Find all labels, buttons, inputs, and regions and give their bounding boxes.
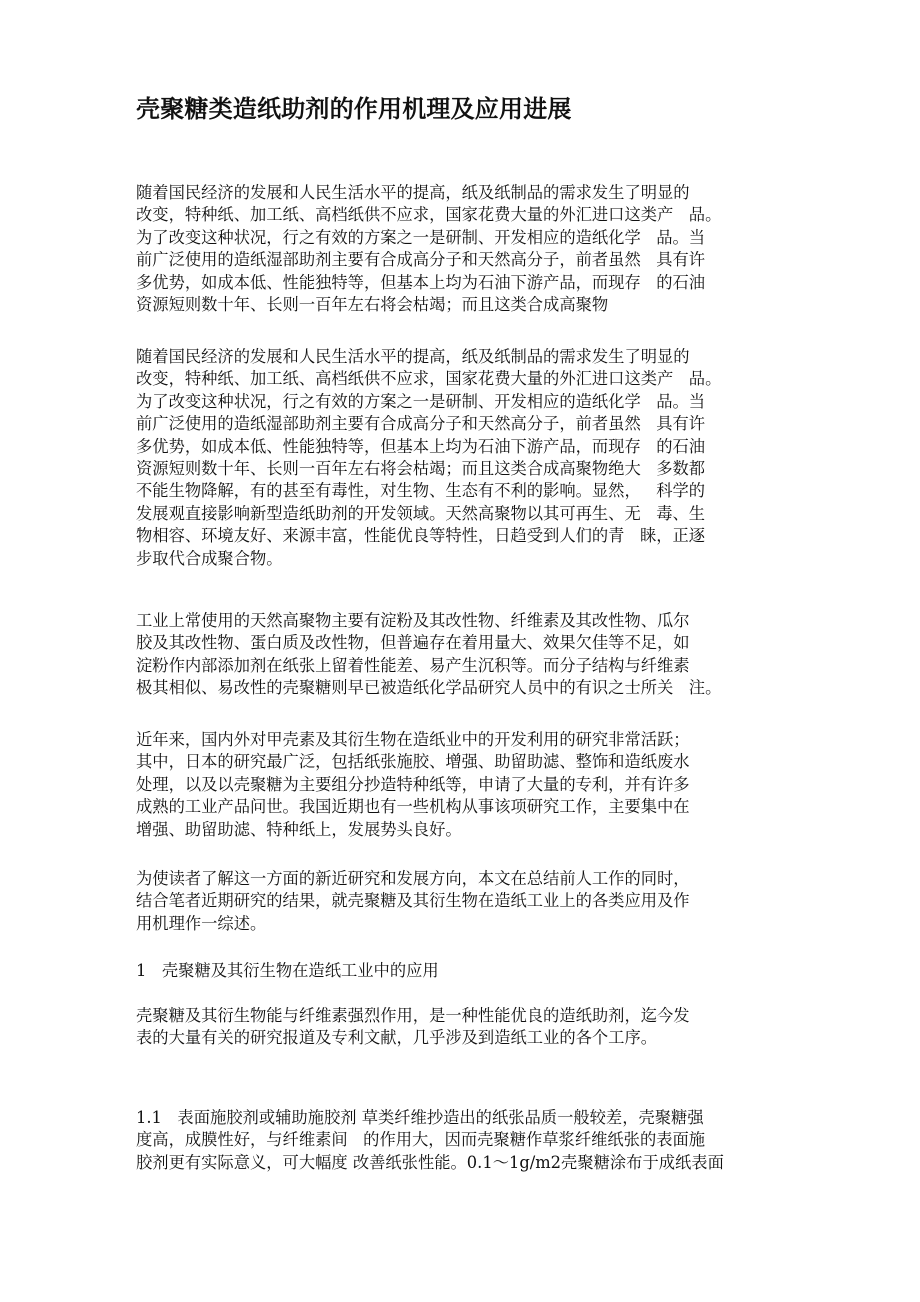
paragraph-line: 前广泛使用的造纸湿部助剂主要有合成高分子和天然高分子，前者虽然 具有许 — [136, 250, 706, 270]
paragraph-6 — [136, 1005, 796, 1050]
paragraph-line: 处理，以及以壳聚糖为主要组分抄造特种纸等，申请了大量的专利，并有许多 — [136, 774, 690, 794]
section-1 — [136, 960, 796, 982]
paragraph-line: 壳聚糖及其衍生物能与纤维素强烈作用，是一种性能优良的造纸助剂，迄今发 — [136, 1006, 690, 1025]
paragraph-line: 改变，特种纸、加工纸、高档纸供不应求，国家花费大量的外汇进口这类产 品。 — [136, 205, 722, 225]
paragraph-line: 为了改变这种状况，行之有效的方案之一是研制、开发相应的造纸化学 品。当 — [136, 227, 706, 247]
paragraph-line: 近年来，国内外对甲壳素及其衍生物在造纸业中的开发利用的研究非常活跃； — [136, 730, 690, 749]
paragraph-line: 增强、助留助滤、特种纸上，发展势头良好。 — [136, 819, 462, 839]
paragraph-line: 用机理作一综述。 — [136, 913, 267, 933]
paragraph-7 — [136, 1107, 796, 1174]
paragraph-line: 胶剂更有实际意义，可大幅度 改善纸张性能。0.1～1g/m2壳聚糖涂布于成纸表面 — [136, 1152, 724, 1172]
section-heading: 1 壳聚糖及其衍生物在造纸工业中的应用 — [136, 961, 439, 980]
paragraph-line: 随着国民经济的发展和人民生活水平的提高，纸及纸制品的需求发生了明显的 — [136, 347, 690, 366]
paragraph-line: 多优势，如成本低、性能独特等，但基本上均为石油下游产品，而现存 的石油 — [136, 272, 706, 292]
paragraph-4 — [136, 729, 796, 841]
paragraph-line: 物相容、环境友好、来源丰富，性能优良等特性，日趋受到人们的青 睐，正逐 — [136, 526, 706, 546]
paragraph-line: 发展观直接影响新型造纸助剂的开发领域。天然高聚物以其可再生、无 毒、生 — [136, 503, 706, 523]
paragraph-line: 不能生物降解，有的甚至有毒性，对生物、生态有不利的影响。显然， 科学的 — [136, 481, 706, 501]
paragraph-line: 其中，日本的研究最广泛，包括纸张施胶、增强、助留助滤、整饰和造纸废水 — [136, 752, 690, 772]
paragraph-line: 改变，特种纸、加工纸、高档纸供不应求，国家花费大量的外汇进口这类产 品。 — [136, 369, 722, 389]
paragraph-line: 度高，成膜性好，与纤维素间 的作用大，因而壳聚糖作草浆纤维纸张的表面施 — [136, 1130, 706, 1150]
paragraph-5 — [136, 868, 796, 935]
paragraph-line: 1.1 表面施胶剂或辅助施胶剂 草类纤维抄造出的纸张品质一般较差，壳聚糖强 — [136, 1108, 704, 1127]
paragraph-line: 资源短则数十年、长则一百年左右将会枯竭；而且这类合成高聚物 — [136, 294, 609, 314]
paragraph-line: 为了改变这种状况，行之有效的方案之一是研制、开发相应的造纸化学 品。当 — [136, 391, 706, 411]
paragraph-line: 成熟的工业产品问世。我国近期也有一些机构从事该项研究工作，主要集中在 — [136, 797, 690, 817]
paragraph-2 — [136, 346, 796, 570]
paragraph-line: 工业上常使用的天然高聚物主要有淀粉及其改性物、纤维素及其改性物、瓜尔 — [136, 611, 690, 630]
paragraph-line: 胶及其改性物、蛋白质及改性物，但普遍存在着用量大、效果欠佳等不足，如 — [136, 633, 690, 653]
paragraph-line: 结合笔者近期研究的结果，就壳聚糖及其衍生物在造纸工业上的各类应用及作 — [136, 891, 690, 911]
paragraph-line: 为使读者了解这一方面的新近研究和发展方向，本文在总结前人工作的同时， — [136, 869, 690, 888]
document-title: 壳聚糖类造纸助剂的作用机理及应用进展 — [136, 94, 572, 123]
paragraph-line: 随着国民经济的发展和人民生活水平的提高，纸及纸制品的需求发生了明显的 — [136, 183, 690, 202]
paragraph-line: 步取代合成聚合物。 — [136, 548, 283, 568]
paragraph-line: 极其相似、易改性的壳聚糖则早已被造纸化学品研究人员中的有识之士所关 注。 — [136, 678, 722, 698]
paragraph-1 — [136, 182, 796, 316]
paragraph-3 — [136, 610, 796, 700]
paragraph-line: 前广泛使用的造纸湿部助剂主要有合成高分子和天然高分子，前者虽然 具有许 — [136, 414, 706, 434]
paragraph-line: 资源短则数十年、长则一百年左右将会枯竭；而且这类合成高聚物绝大 多数都 — [136, 458, 706, 478]
paragraph-line: 淀粉作内部添加剂在纸张上留着性能差、易产生沉积等。而分子结构与纤维素 — [136, 655, 690, 675]
paragraph-line: 表的大量有关的研究报道及专利文献，几乎涉及到造纸工业的各个工序。 — [136, 1028, 658, 1048]
paragraph-line: 多优势，如成本低、性能独特等，但基本上均为石油下游产品，而现存 的石油 — [136, 436, 706, 456]
